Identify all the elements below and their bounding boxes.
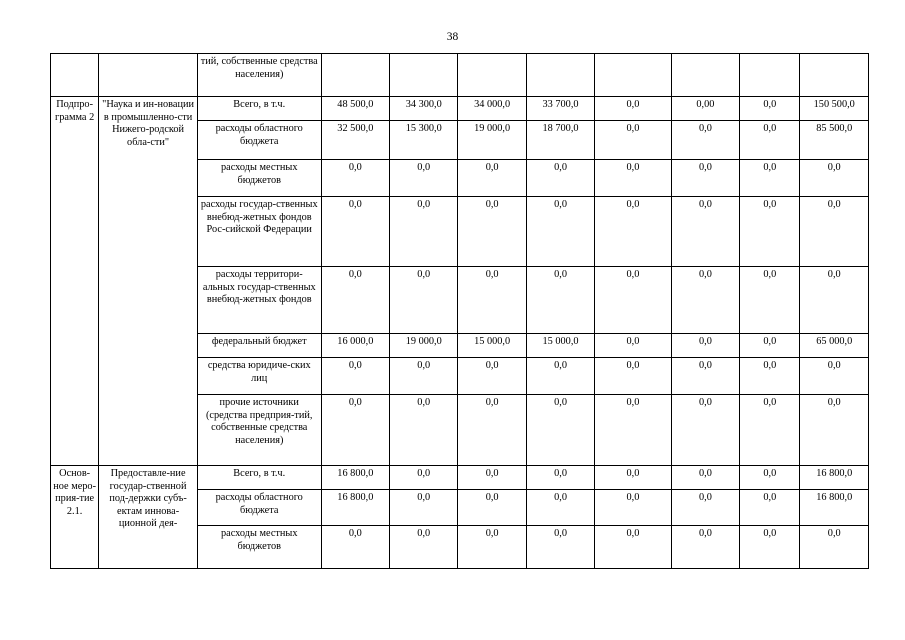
amount-cell xyxy=(526,54,594,97)
amount-cell: 0,0 xyxy=(671,197,739,267)
amount-cell: 0,0 xyxy=(740,490,800,526)
amount-cell: 0,0 xyxy=(390,490,458,526)
amount-cell: 85 500,0 xyxy=(800,121,869,160)
budget-table xyxy=(50,53,869,569)
amount-cell: 0,0 xyxy=(458,197,526,267)
amount-cell: 0,0 xyxy=(526,395,594,466)
funding-source-cell: Всего, в т.ч. xyxy=(197,97,321,121)
amount-cell: 48 500,0 xyxy=(321,97,389,121)
amount-cell: 0,0 xyxy=(390,160,458,197)
amount-cell xyxy=(390,54,458,97)
amount-cell: 0,0 xyxy=(671,395,739,466)
amount-cell: 0,00 xyxy=(671,97,739,121)
amount-cell: 0,0 xyxy=(671,160,739,197)
amount-cell: 0,0 xyxy=(595,267,671,334)
amount-cell: 0,0 xyxy=(671,267,739,334)
amount-cell: 0,0 xyxy=(595,97,671,121)
amount-cell: 150 500,0 xyxy=(800,97,869,121)
funding-source-cell: расходы местных бюджетов xyxy=(197,160,321,197)
amount-cell: 0,0 xyxy=(800,160,869,197)
program-name-cell xyxy=(99,54,198,97)
funding-source-cell: тий, собственные средства населения) xyxy=(197,54,321,97)
amount-cell: 0,0 xyxy=(671,334,739,358)
amount-cell: 0,0 xyxy=(321,160,389,197)
amount-cell: 0,0 xyxy=(321,358,389,395)
amount-cell: 0,0 xyxy=(321,267,389,334)
amount-cell: 0,0 xyxy=(458,160,526,197)
amount-cell: 33 700,0 xyxy=(526,97,594,121)
funding-source-cell: расходы местных бюджетов xyxy=(197,526,321,569)
amount-cell: 0,0 xyxy=(740,121,800,160)
table-row xyxy=(51,466,869,490)
page-number: 38 xyxy=(446,31,459,43)
amount-cell xyxy=(740,54,800,97)
funding-source-cell: расходы государ-ственных внебюд-жетных фондов Рос-сийской Федерации xyxy=(197,197,321,267)
amount-cell: 0,0 xyxy=(800,267,869,334)
amount-cell: 0,0 xyxy=(800,358,869,395)
amount-cell: 0,0 xyxy=(390,358,458,395)
amount-cell: 0,0 xyxy=(390,267,458,334)
table-row xyxy=(51,54,869,97)
amount-cell: 0,0 xyxy=(526,466,594,490)
amount-cell: 0,0 xyxy=(526,197,594,267)
amount-cell xyxy=(800,54,869,97)
amount-cell: 0,0 xyxy=(526,160,594,197)
amount-cell: 0,0 xyxy=(526,267,594,334)
amount-cell xyxy=(595,54,671,97)
funding-source-cell: Всего, в т.ч. xyxy=(197,466,321,490)
amount-cell: 0,0 xyxy=(458,526,526,569)
amount-cell: 32 500,0 xyxy=(321,121,389,160)
amount-cell: 0,0 xyxy=(390,526,458,569)
program-type-cell: Подпро-грамма 2 xyxy=(51,97,99,466)
amount-cell xyxy=(321,54,389,97)
program-type-cell: Основ-ное меро-прия-тие 2.1. xyxy=(51,466,99,569)
amount-cell: 0,0 xyxy=(458,267,526,334)
amount-cell: 0,0 xyxy=(740,358,800,395)
amount-cell: 0,0 xyxy=(595,334,671,358)
amount-cell: 0,0 xyxy=(321,197,389,267)
amount-cell: 34 000,0 xyxy=(458,97,526,121)
amount-cell: 16 000,0 xyxy=(321,334,389,358)
amount-cell: 0,0 xyxy=(390,197,458,267)
amount-cell: 0,0 xyxy=(740,526,800,569)
amount-cell: 0,0 xyxy=(740,197,800,267)
amount-cell: 0,0 xyxy=(595,466,671,490)
amount-cell: 16 800,0 xyxy=(800,466,869,490)
amount-cell: 19 000,0 xyxy=(390,334,458,358)
amount-cell: 0,0 xyxy=(740,160,800,197)
funding-source-cell: расходы территори-альных государ-ственных внебюд-жетных фондов xyxy=(197,267,321,334)
funding-source-cell: прочие источники (средства предприя-тий, собственные средства населения) xyxy=(197,395,321,466)
amount-cell: 0,0 xyxy=(390,395,458,466)
funding-source-cell: федеральный бюджет xyxy=(197,334,321,358)
amount-cell: 15 300,0 xyxy=(390,121,458,160)
amount-cell: 0,0 xyxy=(740,334,800,358)
amount-cell: 0,0 xyxy=(800,197,869,267)
amount-cell: 16 800,0 xyxy=(321,466,389,490)
amount-cell xyxy=(671,54,739,97)
program-name-cell: Предоставле-ние государ-ственной под-держки субъ-ектам иннова-ционной дея- xyxy=(99,466,198,569)
amount-cell: 0,0 xyxy=(671,490,739,526)
amount-cell: 34 300,0 xyxy=(390,97,458,121)
amount-cell: 0,0 xyxy=(526,490,594,526)
amount-cell: 0,0 xyxy=(671,466,739,490)
amount-cell: 0,0 xyxy=(800,395,869,466)
amount-cell: 0,0 xyxy=(800,526,869,569)
amount-cell: 0,0 xyxy=(595,490,671,526)
amount-cell: 0,0 xyxy=(321,526,389,569)
amount-cell: 0,0 xyxy=(458,490,526,526)
amount-cell: 0,0 xyxy=(740,466,800,490)
amount-cell: 0,0 xyxy=(740,97,800,121)
amount-cell: 0,0 xyxy=(595,160,671,197)
funding-source-cell: средства юридиче-ских лиц xyxy=(197,358,321,395)
amount-cell: 0,0 xyxy=(390,466,458,490)
funding-source-cell: расходы областного бюджета xyxy=(197,121,321,160)
amount-cell: 0,0 xyxy=(526,358,594,395)
amount-cell: 0,0 xyxy=(595,526,671,569)
amount-cell: 16 800,0 xyxy=(800,490,869,526)
amount-cell: 0,0 xyxy=(595,197,671,267)
amount-cell xyxy=(458,54,526,97)
amount-cell: 0,0 xyxy=(458,395,526,466)
amount-cell: 0,0 xyxy=(595,358,671,395)
table-row xyxy=(51,97,869,121)
program-name-cell: "Наука и ин-новации в промышленно-сти Нижего-родской обла-сти" xyxy=(99,97,198,466)
amount-cell: 18 700,0 xyxy=(526,121,594,160)
amount-cell: 0,0 xyxy=(458,466,526,490)
amount-cell: 15 000,0 xyxy=(458,334,526,358)
amount-cell: 0,0 xyxy=(671,526,739,569)
amount-cell: 0,0 xyxy=(740,395,800,466)
amount-cell: 0,0 xyxy=(458,358,526,395)
amount-cell: 16 800,0 xyxy=(321,490,389,526)
amount-cell: 0,0 xyxy=(595,395,671,466)
amount-cell: 15 000,0 xyxy=(526,334,594,358)
amount-cell: 0,0 xyxy=(740,267,800,334)
program-type-cell xyxy=(51,54,99,97)
amount-cell: 0,0 xyxy=(595,121,671,160)
amount-cell: 0,0 xyxy=(671,358,739,395)
funding-source-cell: расходы областного бюджета xyxy=(197,490,321,526)
amount-cell: 19 000,0 xyxy=(458,121,526,160)
amount-cell: 0,0 xyxy=(526,526,594,569)
amount-cell: 0,0 xyxy=(671,121,739,160)
amount-cell: 65 000,0 xyxy=(800,334,869,358)
amount-cell: 0,0 xyxy=(321,395,389,466)
